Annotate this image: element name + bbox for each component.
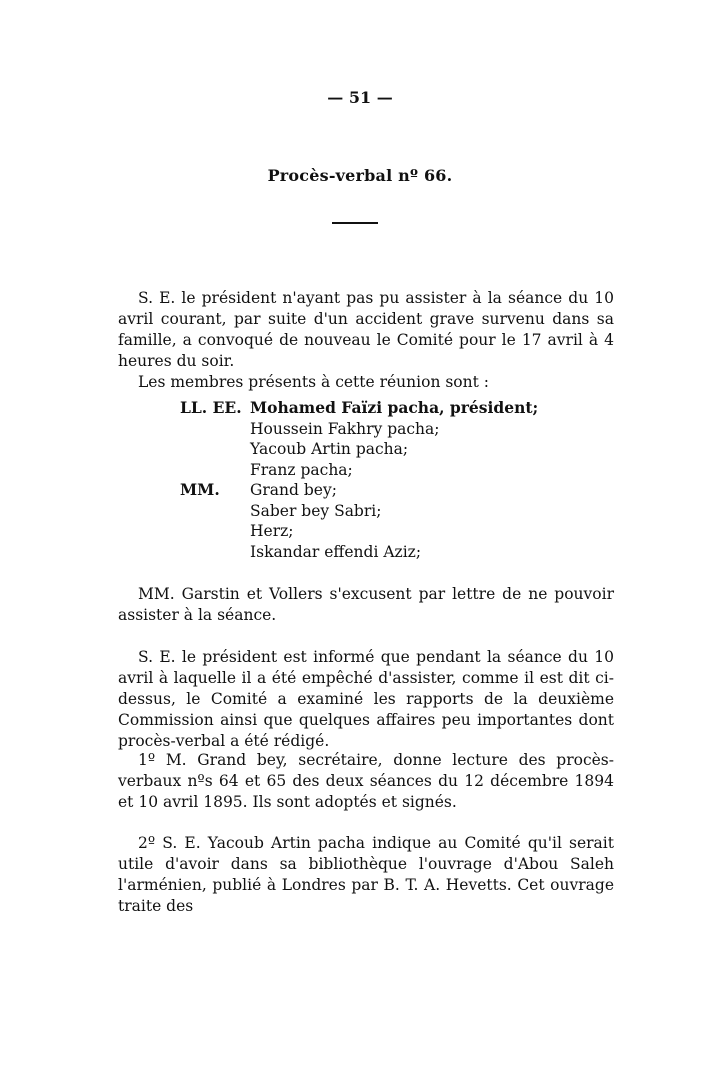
member-name: Saber bey Sabri; [250,501,382,520]
member-name: Grand bey; [250,481,337,499]
member-row [180,480,538,501]
excuses-block [118,584,614,626]
member-group-label [180,460,250,481]
item1-block [118,750,614,813]
member-row [180,419,538,440]
title-divider [332,222,378,224]
member-name: Iskandar effendi Aziz; [250,542,422,561]
informed-paragraph: S. E. le président est informé que pendant la séance du 10 avril à laquelle il a été empêché d'assister, comme il est dit ci-dessus, le Comité a examiné les rapports de la deuxième Commission ainsi que quelques affaires peu importantes dont procès-verbal a été rédigé. [118,648,614,750]
item1-paragraph: 1º M. Grand bey, secrétaire, donne lecture des procès-verbaux nºs 64 et 65 des deux séances du 12 décembre 1894 et 10 avril 1895. Ils sont adoptés et signés. [118,751,614,811]
page-number: — 51 — [327,88,393,107]
member-name: Houssein Fakhry pacha; [250,419,440,438]
member-group-label [180,521,250,542]
member-row [180,398,538,419]
member-name: Franz pacha; [250,460,353,479]
member-group-label: MM. [180,480,220,499]
intro-block [118,288,614,393]
item2-block [118,833,614,917]
member-group-label [180,542,250,563]
intro-paragraph: S. E. le président n'ayant pas pu assister à la séance du 10 avril courant, par suite d'un accident grave survenu dans sa famille, a convoqué de nouveau le Comité pour le 17 avril à 4 heures du soir. [118,289,614,370]
member-name: Herz; [250,522,294,540]
member-row [180,542,538,563]
informed-block [118,647,614,752]
excuses-paragraph: MM. Garstin et Vollers s'excusent par lettre de ne pouvoir assister à la séance. [118,585,614,624]
item2-paragraph: 2º S. E. Yacoub Artin pacha indique au Comité qu'il serait utile d'avoir dans sa bibliothèque l'ouvrage d'Abou Saleh l'arménien, publié à Londres par B. T. A. Hevetts. Cet ouvrage traite des [118,834,614,915]
members-list [180,398,538,562]
member-row [180,460,538,481]
member-group-label: LL. EE. [180,398,242,417]
member-group-label [180,439,250,460]
member-group-label [180,501,250,522]
member-name: Yacoub Artin pacha; [250,440,409,458]
page-title: Procès-verbal nº 66. [267,166,453,185]
member-row [180,501,538,522]
present-intro-paragraph: Les membres présents à cette réunion sont : [138,373,489,391]
member-row [180,439,538,460]
member-row [180,521,538,542]
member-group-label [180,419,250,440]
member-name: Mohamed Faïzi pacha, président; [250,398,539,417]
